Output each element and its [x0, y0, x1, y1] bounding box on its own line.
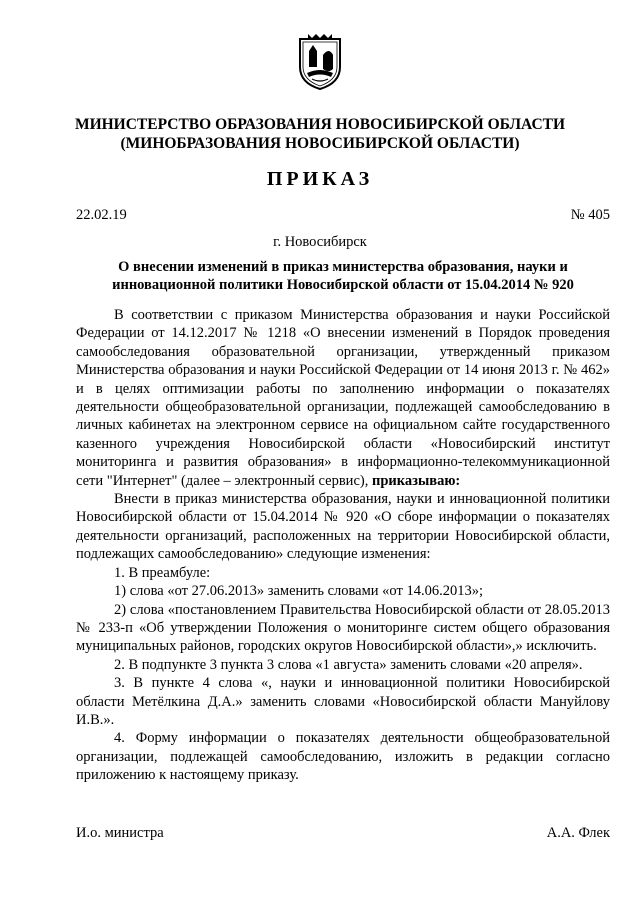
body-paragraph: Внести в приказ министерства образования, науки и инновационной политики Новосибирской области от 15.04.2014 № 920 «О сборе информации о показателях деятельности организаций, расположенных на территории Новосибирской области, подлежащих самообследованию» следующие изменения:	[76, 491, 610, 563]
intro-text: В соответствии с приказом Министерства образования и науки Российской Федерации от 14.12.2017 № 1218 «О внесении изменений в Порядок проведения самообследования образовательной организации, утвержденный приказом Министерства образования и науки Российской Федерации от 14 июня 2013 г. № 462» и в целях оптимизации работы по заполнению информации о показателях деятельности общеобразовательной организации, подлежащей самообследованию в личных кабинетах на электронном сервисе на официальном сайте государственного казенного учреждения Новосибирской области «Новосибирский институт мониторинга и развития образования» в информационно-телекоммуникационной сети "Интернет" (далее – электронный сервис),	[76, 307, 610, 489]
subject-line-2: инновационной политики Новосибирской области от 15.04.2014 № 920	[112, 277, 574, 293]
order-date: 22.02.19	[76, 207, 127, 223]
body-paragraph: 2. В подпункте 3 пункта 3 слова «1 августа» заменить словами «20 апреля».	[114, 656, 583, 673]
body-paragraph: 1. В преамбуле:	[114, 564, 211, 581]
order-subject	[76, 258, 610, 294]
ministry-line-2: (МИНОБРАЗОВАНИЯ НОВОСИБИРСКОЙ ОБЛАСТИ)	[120, 135, 520, 152]
body-paragraph: 4. Форму информации о показателях деятельности общеобразовательной организации, подлежащей самообследованию, изложить в редакции согласно приложению к настоящему приказу.	[76, 730, 610, 784]
order-city: г. Новосибирск	[273, 234, 367, 250]
subject-line-1: О внесении изменений в приказ министерства образования, науки и	[118, 259, 568, 275]
order-number: № 405	[570, 207, 610, 223]
decree-word: приказываю:	[371, 472, 461, 489]
signatory-title: И.о. министра	[76, 825, 164, 841]
ministry-name	[0, 115, 640, 153]
order-body	[76, 306, 610, 785]
intro-paragraph	[76, 306, 610, 490]
body-paragraph: 2) слова «постановлением Правительства Новосибирской области от 28.05.2013 № 233-п «Об утверждении Положения о мониторинге систем общего образования муниципальных районов, городских округов Новосибирской области»,» исключить.	[76, 601, 610, 655]
body-paragraph: 3. В пункте 4 слова «, науки и инновационной политики Новосибирской области Метёлкина Д.А.» заменить словами «Новосибирской области Мануйлову И.В.».	[76, 675, 610, 728]
ministry-line-1: МИНИСТЕРСТВО ОБРАЗОВАНИЯ НОВОСИБИРСКОЙ ОБЛАСТИ	[74, 116, 566, 133]
body-paragraph: 1) слова «от 27.06.2013» заменить словами «от 14.06.2013»;	[114, 583, 483, 600]
coat-of-arms-icon	[296, 33, 344, 91]
signatory-name: А.А. Флек	[546, 825, 610, 841]
document-type: ПРИКАЗ	[266, 168, 374, 190]
